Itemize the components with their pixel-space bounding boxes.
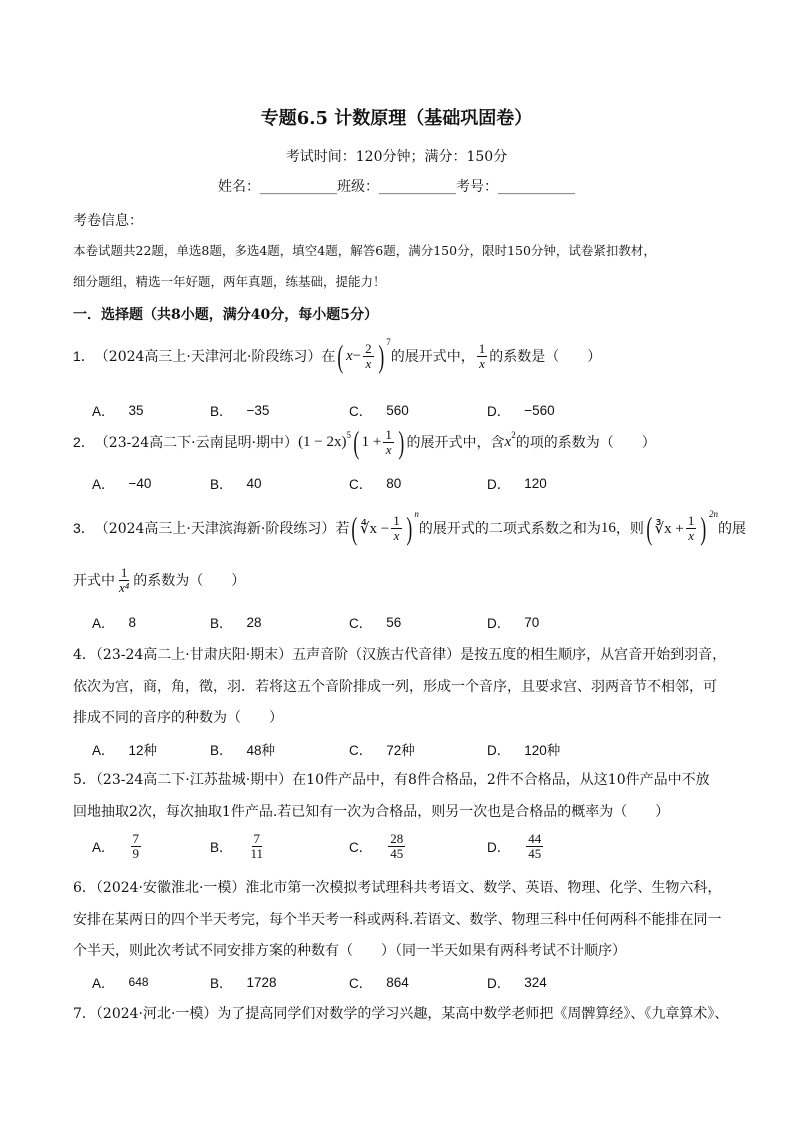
option-a[interactable]: A． 648 — [92, 975, 149, 991]
question-4-line-2: 依次为宫，商，角，徵，羽．若将这五个音阶排成一列，形成一个音序，且要求宫、羽两音节不相邻，可 — [73, 679, 717, 695]
question-3-line-2: 开式中 $\frac{1}{\text{x⁴}}$ 的系数为（ ） — [73, 565, 246, 595]
binomial-expression: ( ∛x + $\frac{1}{x}$ ) 2n — [646, 509, 719, 546]
question-number: 3． — [73, 520, 95, 536]
option-d[interactable]: D． 120 — [487, 475, 547, 492]
fraction: $\frac{1}{x}$ — [385, 426, 392, 457]
section-heading: 一．选择题（共8小题，满分40分，每小题5分） — [73, 307, 378, 323]
page-title: 专题6.5 计数原理（基础巩固卷） — [260, 108, 533, 129]
option-b[interactable]: B． −35 — [210, 402, 270, 419]
question-source: （23-24高二下·云南昆明·期中） — [94, 435, 299, 451]
fraction: $\frac{1}{x}$ — [687, 512, 695, 543]
option-b[interactable]: B． 48种 — [210, 743, 276, 758]
question-6-line-1: 6．（2024·安徽淮北·一模）淮北市第一次模拟考试理科共考语文、数学、英语、物理、化学、生物六科， — [73, 880, 722, 896]
question-1: 1． （2024高三上·天津河北·阶段练习）在 ( x − $\frac{2}{x}$ ) 7 的展开式中， $\frac{1}{x}$ 的系数是（ ） — [73, 337, 602, 374]
binomial-expression: (1 − 2x) 5 ( 1 + $\frac{1}{x}$ ) — [298, 424, 405, 460]
option-a[interactable]: A． $\frac{7}{9}$ — [92, 831, 140, 861]
fraction: $\frac{1}{\text{x⁴}}$ — [119, 565, 130, 595]
option-a[interactable]: A． 8 — [92, 614, 137, 631]
student-info-line: 姓名：___________班级：___________考号：___________ — [218, 179, 575, 195]
question-number: 2． — [73, 434, 95, 450]
info-heading: 考卷信息： — [73, 213, 143, 229]
question-6-line-2: 安排在某两日的四个半天考完，每个半天考一科或两科.若语文、数学、物理三科中任何两科不能排在同一 — [73, 912, 722, 928]
question-4-line-1: 4．（23-24高二上·甘肃庆阳·期末）五声音阶（汉族古代音律）是按五度的相生顺序，从宫音开始到羽音， — [73, 647, 727, 663]
option-d[interactable]: D． 324 — [487, 974, 547, 991]
option-b[interactable]: B． 1728 — [210, 974, 277, 991]
question-source: （2024高三上·天津滨海新·阶段练习）若 — [94, 521, 350, 537]
option-b[interactable]: B． $\frac{7}{11}$ — [210, 831, 264, 861]
fraction: $\frac{2}{x}$ — [365, 340, 372, 371]
info-line-1: 本卷试题共22题，单选8题，多选4题，填空4题，解答6题，满分150分，限时150分钟，试卷紧扣教材， — [73, 243, 656, 258]
option-b[interactable]: B． 40 — [210, 475, 262, 492]
option-c[interactable]: C． 56 — [349, 614, 402, 631]
option-b[interactable]: B． 28 — [210, 614, 262, 631]
option-d[interactable]: D． $\frac{44}{45}$ — [487, 831, 542, 861]
option-d[interactable]: D． 120种 — [487, 743, 561, 758]
question-6-line-3: 个半天，则此次考试不同安排方案的种数有（ ）（同一半天如果有两科考试不计顺序） — [73, 943, 626, 959]
fraction: $\frac{44}{45}$ — [528, 831, 542, 861]
option-d[interactable]: D． 70 — [487, 614, 540, 631]
fraction: $\frac{7}{9}$ — [132, 831, 140, 861]
exam-time: 考试时间：120分钟；满分：150分 — [285, 149, 508, 165]
option-a[interactable]: A． 12种 — [92, 743, 158, 758]
question-5-line-2: 回地抽取2次，每次抽取1件产品.若已知有一次为合格品，则另一次也是合格品的概率为（ ） — [73, 804, 670, 820]
fraction: $\frac{28}{45}$ — [390, 831, 404, 861]
binomial-expression: ( x − $\frac{2}{x}$ ) 7 — [337, 337, 391, 374]
option-c[interactable]: C． 72种 — [349, 743, 415, 758]
question-7-line-1: 7．（2024·河北·一模）为了提高同学们对数学的学习兴趣，某高中数学老师把《周髀算经》、《九章算术》、 — [73, 1006, 729, 1022]
question-source: （2024高三上·天津河北·阶段练习）在 — [94, 349, 336, 365]
question-4-line-3: 排成不同的音序的种数为（ ） — [73, 710, 283, 726]
option-c[interactable]: C． $\frac{28}{45}$ — [349, 831, 404, 861]
fraction: $\frac{1}{x}$ — [478, 340, 486, 371]
option-d[interactable]: D． −560 — [487, 402, 555, 419]
info-line-2: 细分题组，精选一年好题，两年真题，练基础，提能力！ — [73, 274, 386, 289]
option-c[interactable]: C． 560 — [349, 402, 409, 419]
option-a[interactable]: A． 35 — [92, 402, 144, 419]
option-a[interactable]: A． −40 — [92, 475, 152, 492]
question-2: 2． （23-24高二下·云南昆明·期中） (1 − 2x) 5 ( 1 + $\frac{1}{x}$ ) 的展开式中，含 x 2 的项的系数为（ ） — [73, 424, 656, 460]
question-3: 3． （2024高三上·天津滨海新·阶段练习）若 ( ∜x − $\frac{1}{x}$ ) n 的展开式的二项式系数之和为 16 ，则 ( ∛x + $\frac{1}{x}$ ) 2n 的展 — [73, 509, 747, 546]
option-c[interactable]: C． 864 — [349, 974, 409, 991]
question-number: 1． — [73, 348, 95, 364]
question-5-line-1: 5．（23-24高二下·江苏盐城·期中）在10件产品中，有8件合格品，2件不合格品，从这10件产品中不放 — [73, 772, 710, 788]
option-c[interactable]: C． 80 — [349, 475, 402, 492]
binomial-expression: ( ∜x − $\frac{1}{x}$ ) n — [351, 509, 419, 546]
fraction: $\frac{1}{x}$ — [393, 512, 400, 543]
fraction: $\frac{7}{11}$ — [250, 831, 264, 861]
